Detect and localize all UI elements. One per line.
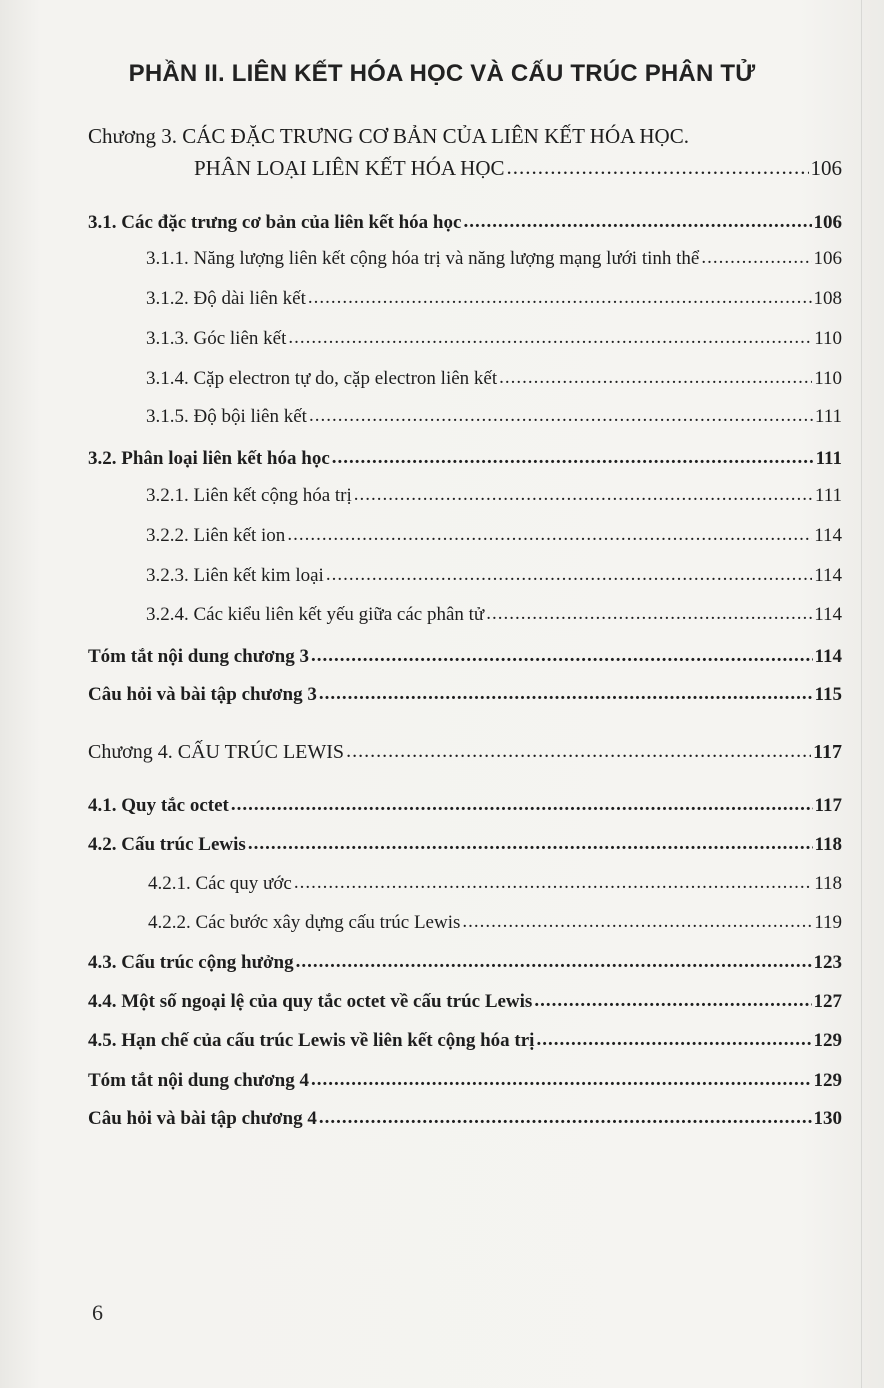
leader-dots (507, 155, 809, 179)
entry-label: 4.5. Hạn chế của cấu trúc Lewis về liên kết cộng hóa trị (88, 1030, 535, 1051)
leader-dots (308, 286, 812, 310)
leader-dots (346, 739, 811, 763)
entry-label: 3.2. Phân loại liên kết hóa học (88, 448, 330, 469)
page-ref: 115 (814, 684, 842, 705)
page-ref: 118 (814, 873, 842, 894)
entry-label: 4.2. Cấu trúc Lewis (88, 834, 246, 855)
leader-dots (309, 404, 813, 428)
leader-dots (534, 989, 811, 1013)
chapter-3-title-line-2 (194, 156, 842, 180)
entry-label: 3.1. Các đặc trưng cơ bản của liên kết hóa học (88, 212, 462, 233)
page-number: 6 (92, 1300, 103, 1325)
page-ref: 111 (814, 485, 842, 506)
toc-entry (146, 287, 842, 311)
page-ref: 106 (813, 248, 842, 269)
chapter-3-title-text: PHÂN LOẠI LIÊN KẾT HÓA HỌC (194, 156, 505, 180)
page-ref: 130 (813, 1108, 842, 1129)
page-ref: 111 (815, 448, 842, 469)
entry-label: 3.2.4. Các kiểu liên kết yếu giữa các phân tử (146, 604, 485, 625)
toc-entry (88, 211, 842, 235)
leader-dots (319, 1106, 812, 1130)
leader-dots (536, 1028, 811, 1052)
entry-label: 3.2.2. Liên kết ion (146, 525, 286, 546)
leader-dots (701, 246, 811, 270)
chapter-3-title-line-1: Chương 3. CÁC ĐẶC TRƯNG CƠ BẢN CỦA LIÊN KẾT HÓA HỌC. (88, 124, 689, 148)
page-ref: 114 (814, 565, 842, 586)
toc-entry (88, 833, 842, 857)
entry-label: Câu hỏi và bài tập chương 4 (88, 1108, 317, 1129)
toc-entry (146, 405, 842, 429)
toc-entry (88, 447, 842, 471)
entry-label: 3.1.4. Cặp electron tự do, cặp electron liên kết (146, 368, 498, 389)
entry-label: 3.1.1. Năng lượng liên kết cộng hóa trị và năng lượng mạng lưới tinh thể (146, 248, 700, 269)
page-ref: 114 (814, 525, 842, 546)
entry-label: 4.1. Quy tắc octet (88, 795, 229, 816)
leader-dots (287, 523, 812, 547)
page-ref: 108 (813, 288, 842, 309)
entry-label: 4.2.2. Các bước xây dựng cấu trúc Lewis (148, 912, 461, 933)
leader-dots (463, 210, 811, 234)
toc-entry (148, 911, 842, 935)
leader-dots (332, 446, 814, 470)
toc-entry (88, 1069, 842, 1093)
leader-dots (311, 644, 813, 668)
page-ref: 111 (814, 406, 842, 427)
page-ref: 123 (813, 952, 842, 973)
leader-dots (486, 602, 812, 626)
leader-dots (311, 1068, 812, 1092)
page-ref: 110 (814, 368, 842, 389)
page-ref: 110 (814, 328, 842, 349)
toc-entry (146, 367, 842, 391)
toc-entry (146, 524, 842, 548)
toc-entry (88, 951, 842, 975)
toc-entry (88, 645, 842, 669)
toc-entry (148, 872, 842, 896)
page-ref: 117 (813, 741, 842, 763)
toc-entry-chapter-4 (88, 740, 842, 764)
leader-dots (288, 326, 812, 350)
toc-entry (88, 1107, 842, 1131)
entry-label: 3.1.3. Góc liên kết (146, 328, 287, 349)
entry-label: 3.1.2. Độ dài liên kết (146, 288, 306, 309)
entry-label: Câu hỏi và bài tập chương 3 (88, 684, 317, 705)
entry-label: Chương 4. CẤU TRÚC LEWIS (88, 741, 345, 763)
page-ref: 117 (814, 795, 842, 816)
entry-label: 4.3. Cấu trúc cộng hưởng (88, 952, 294, 973)
toc-entry (146, 484, 842, 508)
leader-dots (319, 682, 813, 706)
leader-dots (354, 483, 813, 507)
leader-dots (231, 793, 813, 817)
entry-label: 3.2.1. Liên kết cộng hóa trị (146, 485, 352, 506)
leader-dots (294, 871, 812, 895)
entry-label: 3.2.3. Liên kết kim loại (146, 565, 324, 586)
leader-dots (499, 366, 812, 390)
leader-dots (462, 910, 812, 934)
toc-entry (146, 327, 842, 351)
toc-entry (88, 794, 842, 818)
leader-dots (296, 950, 812, 974)
toc-entry (88, 990, 842, 1014)
page-ref: 114 (814, 646, 842, 667)
page-ref: 106 (813, 212, 842, 233)
leader-dots (326, 563, 812, 587)
entry-label: Tóm tắt nội dung chương 4 (88, 1070, 309, 1091)
toc-entry (146, 247, 842, 271)
leader-dots (248, 832, 813, 856)
toc-entry (88, 1029, 842, 1053)
entry-label: 4.2.1. Các quy ước (148, 873, 292, 894)
toc-entry (146, 603, 842, 627)
part-title: PHẦN II. LIÊN KẾT HÓA HỌC VÀ CẤU TRÚC PHÂN TỬ (128, 60, 756, 87)
entry-label: Tóm tắt nội dung chương 3 (88, 646, 309, 667)
page-ref: 114 (814, 604, 842, 625)
toc-entry (88, 683, 842, 707)
page-ref: 119 (814, 912, 842, 933)
page-ref: 129 (813, 1070, 842, 1091)
entry-label: 4.4. Một số ngoại lệ của quy tắc octet về cấu trúc Lewis (88, 991, 533, 1012)
page-ref: 118 (814, 834, 842, 855)
page-ref: 106 (810, 156, 842, 180)
page-ref: 127 (813, 991, 842, 1012)
entry-label: 3.1.5. Độ bội liên kết (146, 406, 307, 427)
toc-entry (146, 564, 842, 588)
page-ref: 129 (813, 1030, 842, 1051)
page-edge (861, 0, 862, 1388)
